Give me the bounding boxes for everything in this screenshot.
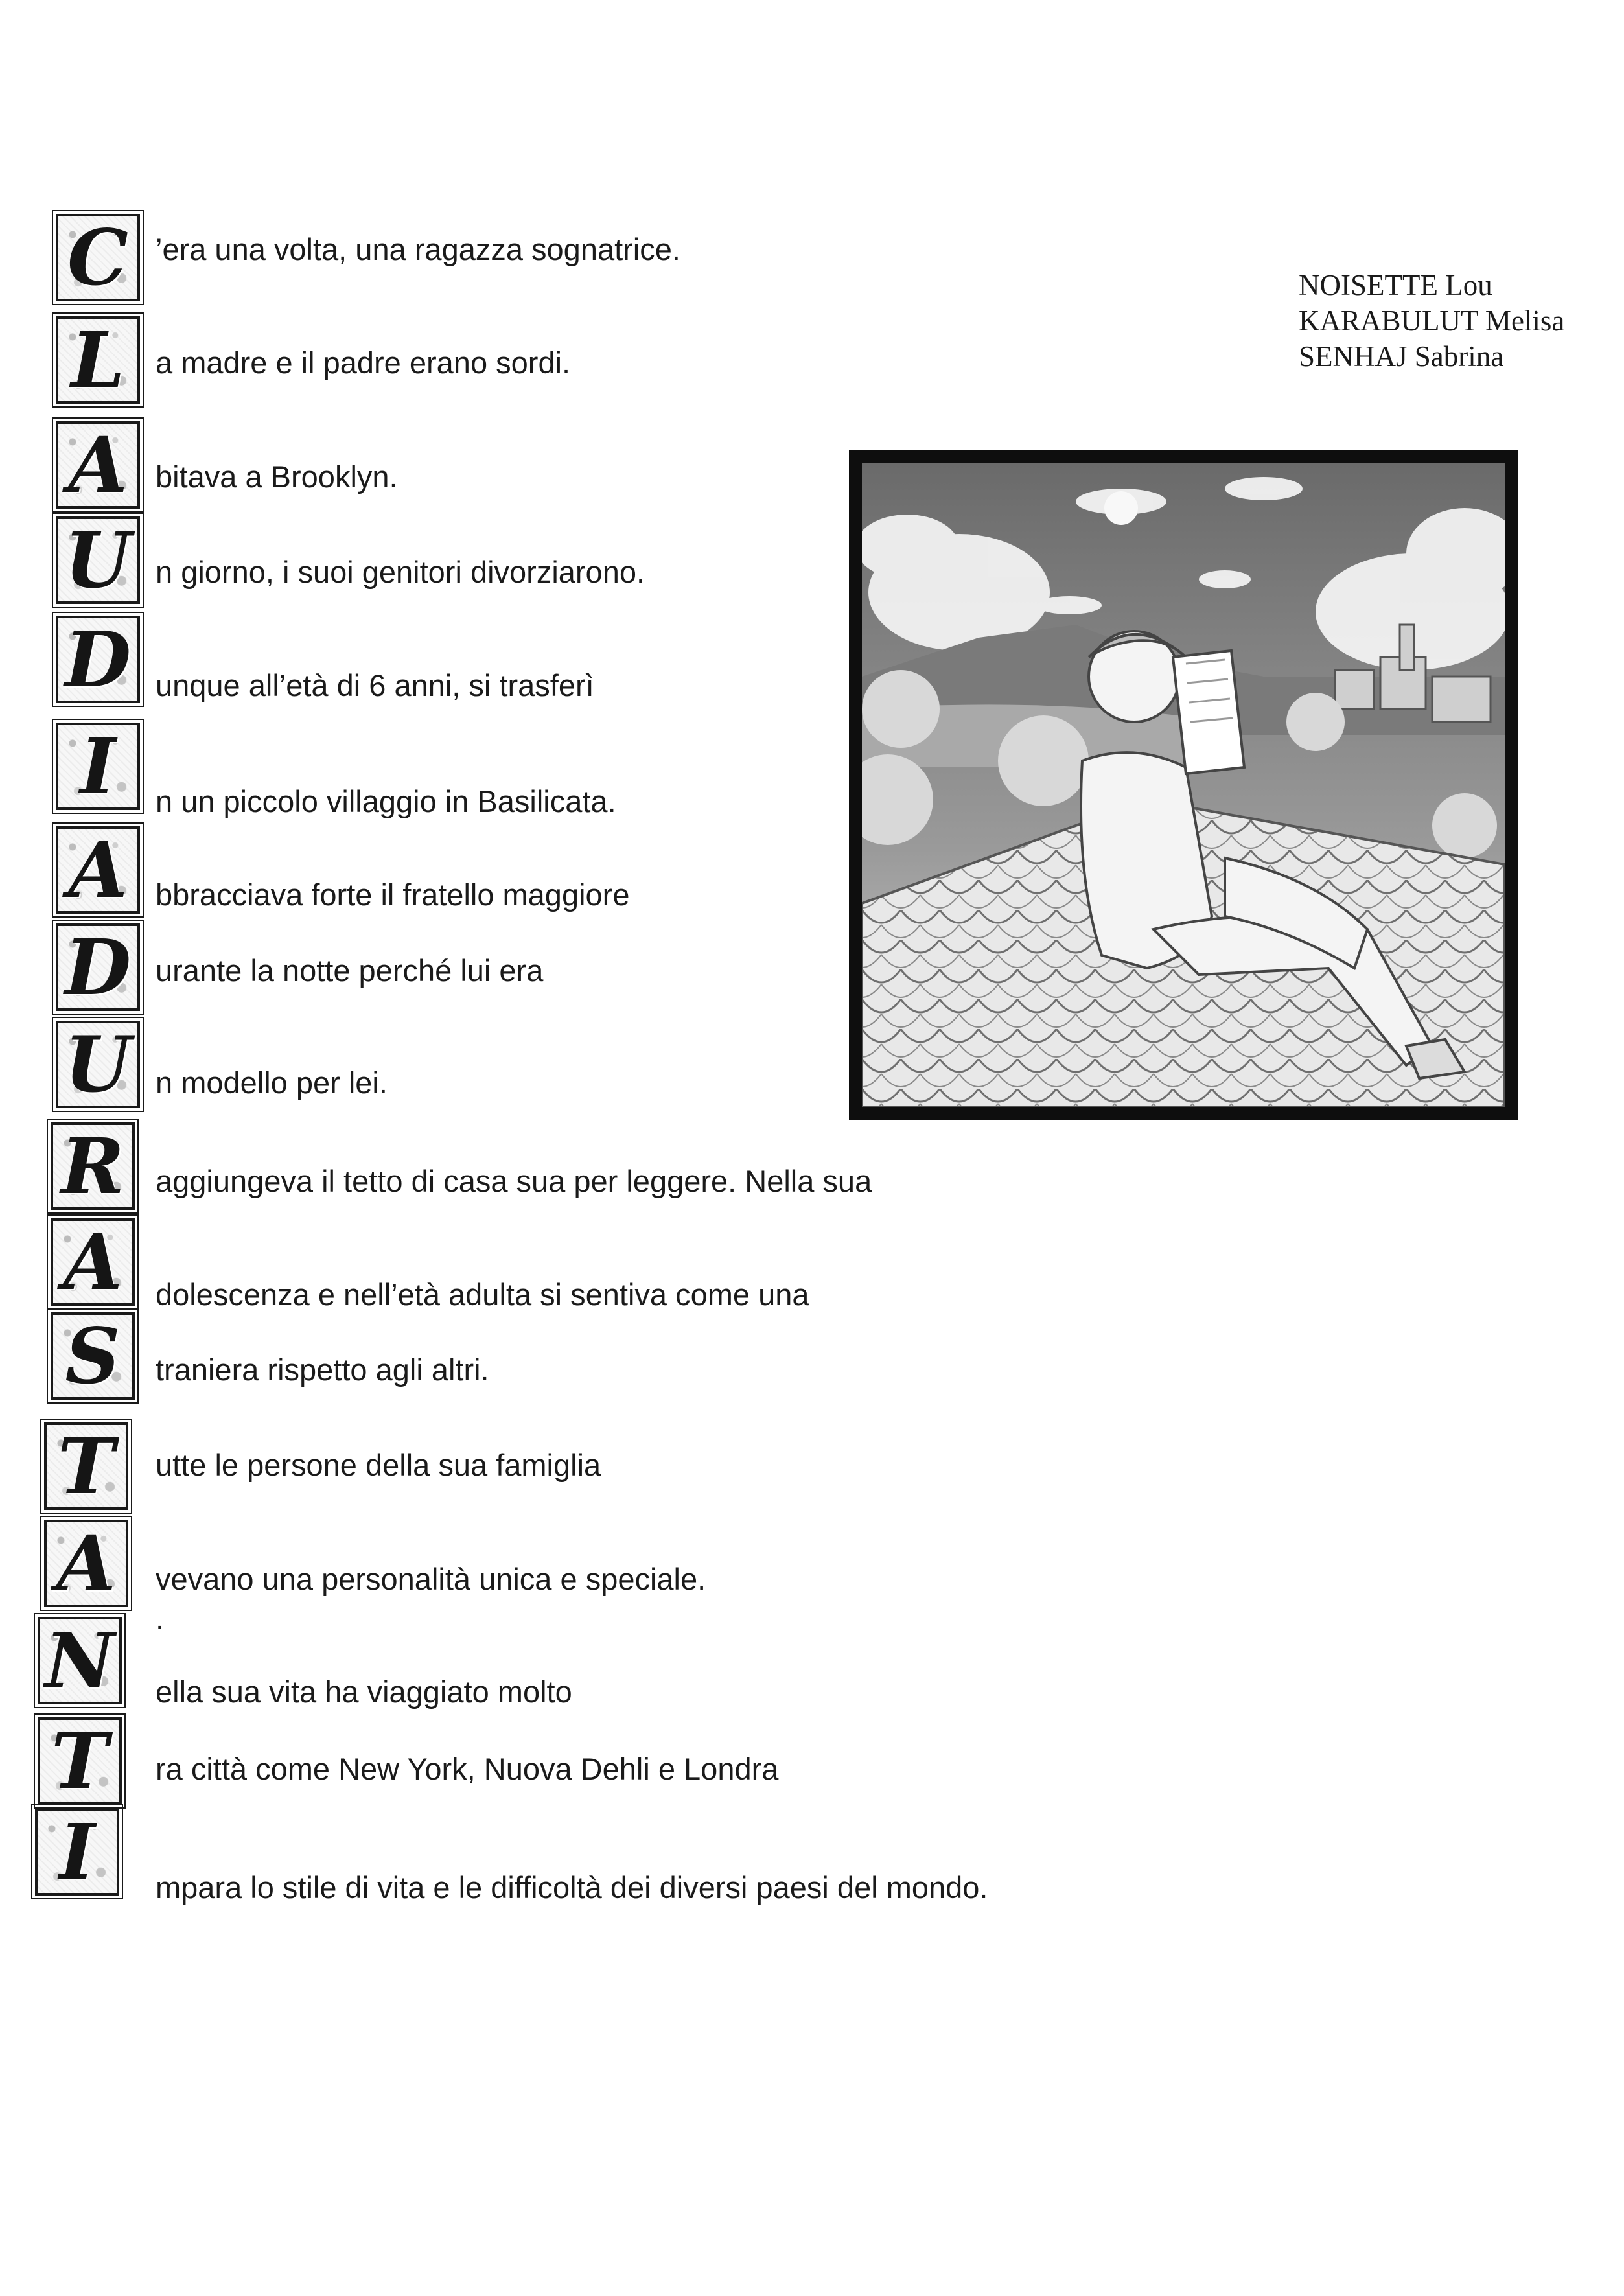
drop-cap: I bbox=[35, 1808, 119, 1896]
rooftop-reading-illustration bbox=[849, 450, 1518, 1120]
line-text: aggiungeva il tetto di casa sua per leggere. Nella sua bbox=[156, 1164, 872, 1198]
author-name: SENHAJ Sabrina bbox=[1299, 340, 1504, 373]
line-text: n giorno, i suoi genitori divorziarono. bbox=[156, 555, 645, 589]
drop-cap: A bbox=[51, 1218, 135, 1306]
line-text: n un piccolo villaggio in Basilicata. bbox=[156, 784, 616, 818]
drop-cap: D bbox=[56, 616, 140, 703]
line-text: vevano una personalità unica e speciale. bbox=[156, 1562, 706, 1596]
line-text: n modello per lei. bbox=[156, 1065, 388, 1100]
author-name: NOISETTE Lou bbox=[1299, 269, 1492, 301]
drop-cap: T bbox=[38, 1717, 122, 1805]
line-text: unque all’età di 6 anni, si trasferì bbox=[156, 668, 594, 702]
line-text: traniera rispetto agli altri. bbox=[156, 1352, 489, 1387]
line-text: a madre e il padre erano sordi. bbox=[156, 345, 571, 380]
line-text: mpara lo stile di vita e le difficoltà dei diversi paesi del mondo. bbox=[156, 1870, 988, 1905]
drop-cap: S bbox=[51, 1312, 135, 1400]
author-name: KARABULUT Melisa bbox=[1299, 305, 1565, 337]
drop-cap: A bbox=[44, 1520, 128, 1607]
drop-cap: A bbox=[56, 421, 140, 509]
illustration-drawing bbox=[862, 463, 1505, 1107]
drop-cap: A bbox=[56, 826, 140, 914]
line-text: bitava a Brooklyn. bbox=[156, 459, 398, 494]
drop-cap: I bbox=[56, 723, 140, 810]
drop-cap: C bbox=[56, 214, 140, 301]
line-text: ella sua vita ha viaggiato molto bbox=[156, 1675, 572, 1709]
drop-cap: D bbox=[56, 923, 140, 1011]
drop-cap: T bbox=[44, 1422, 128, 1510]
drop-cap: N bbox=[38, 1617, 122, 1704]
line-text: ra città come New York, Nuova Dehli e Londra bbox=[156, 1752, 779, 1786]
drop-cap: U bbox=[56, 1021, 140, 1108]
line-text: utte le persone della sua famiglia bbox=[156, 1448, 601, 1482]
line-text: dolescenza e nell’età adulta si sentiva come una bbox=[156, 1277, 809, 1312]
stray-period: . bbox=[156, 1601, 165, 1636]
drop-cap: U bbox=[56, 516, 140, 604]
drop-cap: L bbox=[56, 316, 140, 404]
line-text: ’era una volta, una ragazza sognatrice. bbox=[156, 232, 680, 266]
drop-cap: R bbox=[51, 1122, 135, 1210]
line-text: urante la notte perché lui era bbox=[156, 953, 544, 988]
line-text: bbracciava forte il fratello maggiore bbox=[156, 877, 630, 912]
